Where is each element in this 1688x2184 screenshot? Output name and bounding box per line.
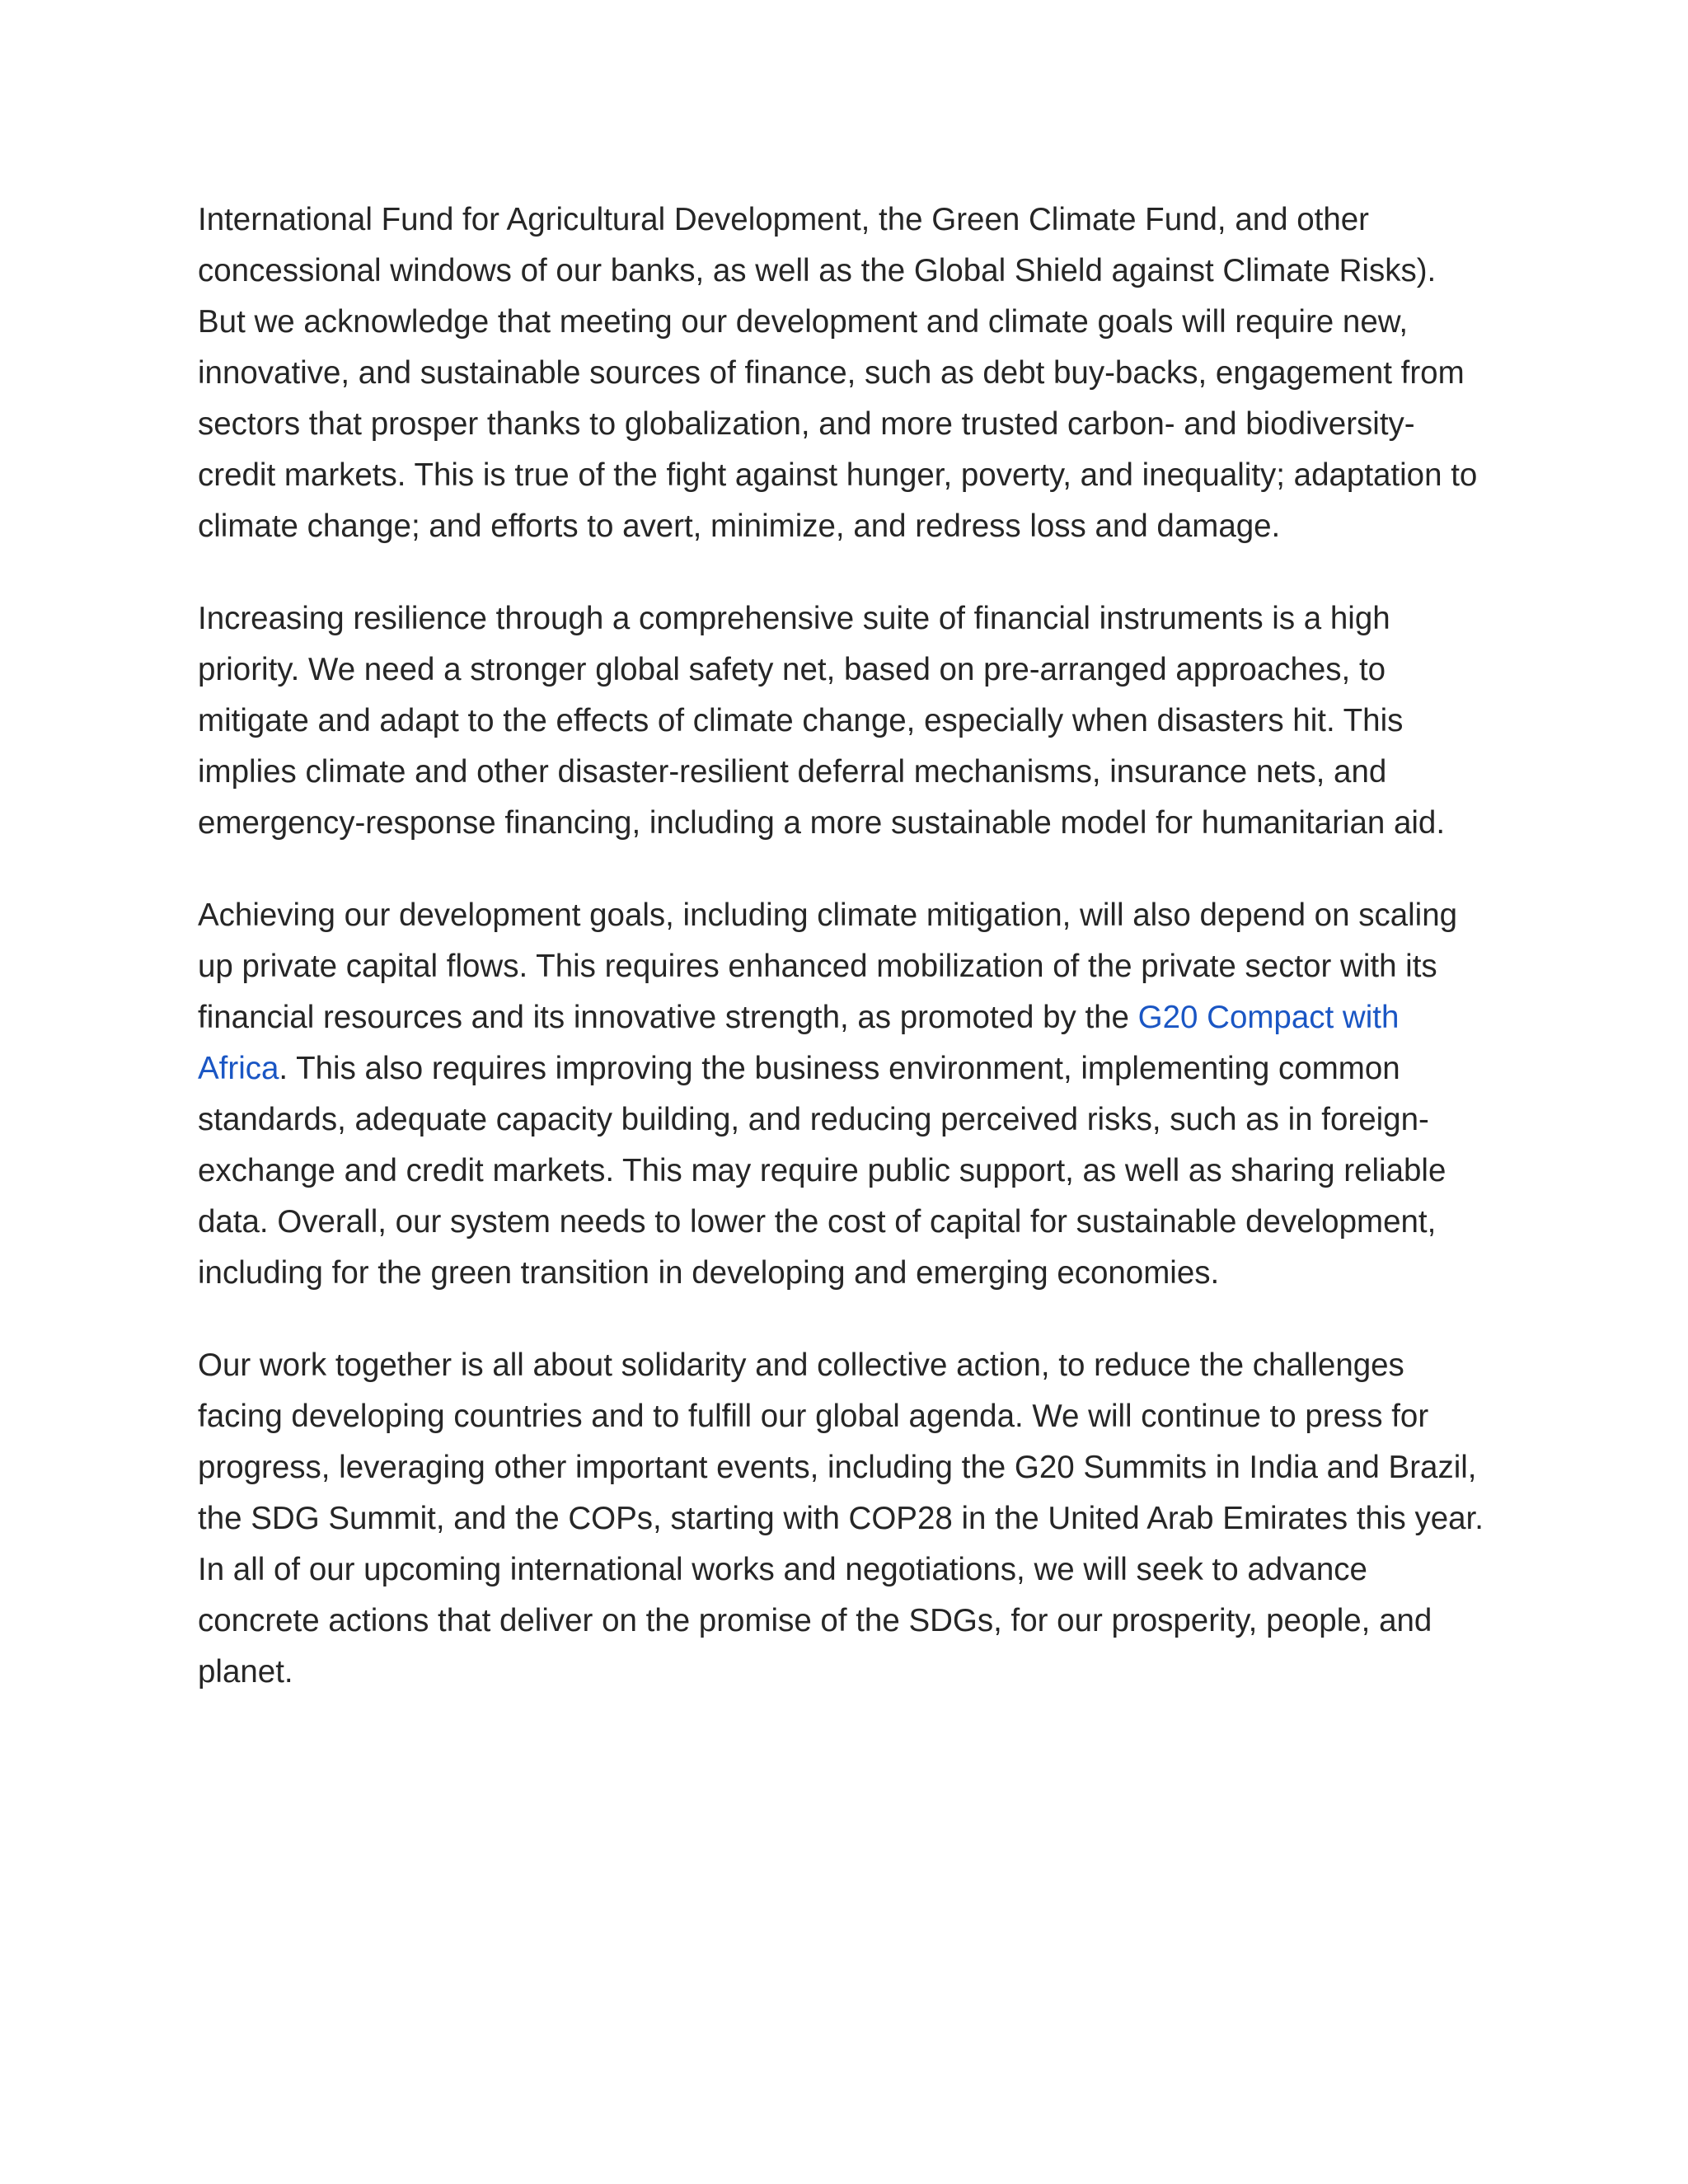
- paragraph-finance-sources: [198, 194, 1492, 552]
- paragraph-text-after-link: . This also requires improving the business environment, implementing common standards, adequate capacity building, and reducing perceived risks, such as in foreign-exchange and credit markets. This may require public support, as well as sharing reliable data. Overall, our system needs to lower the cost of capital for sustainable development, including for the green transition in developing and emerging economies.: [198, 1051, 1447, 1291]
- paragraph-text-before-link: Achieving our development goals, including climate mitigation, will also depend on scaling up private capital flows. This requires enhanced mobilization of the private sector with its financial resources and its innovative strength, as promoted by the: [198, 898, 1458, 1035]
- document-body: [198, 194, 1492, 1739]
- g20-compact-with-africa-link[interactable]: G20 Compact with Africa: [198, 1000, 1400, 1086]
- paragraph-text: International Fund for Agricultural Development, the Green Climate Fund, and other concessional windows of our banks, as well as the Global Shield against Climate Risks). But we acknowledge that meeting our development and climate goals will require new, innovative, and sustainable sources of finance, such as debt buy-backs, engagement from sectors that prosper thanks to globalization, and more trusted carbon- and biodiversity-credit markets. This is true of the fight against hunger, poverty, and inequality; adaptation to climate change; and efforts to avert, minimize, and redress loss and damage.: [198, 202, 1478, 544]
- paragraph-solidarity: [198, 1340, 1492, 1698]
- paragraph-private-capital: [198, 890, 1492, 1299]
- paragraph-text: Increasing resilience through a comprehensive suite of financial instruments is a high priority. We need a stronger global safety net, based on pre-arranged approaches, to mitigate and adapt to the effects of climate change, especially when disasters hit. This implies climate and other disaster-resilient deferral mechanisms, insurance nets, and emergency-response financing, including a more sustainable model for humanitarian aid.: [198, 601, 1446, 841]
- paragraph-resilience: [198, 593, 1492, 849]
- paragraph-text: Our work together is all about solidarity and collective action, to reduce the challenges facing developing countries and to fulfill our global agenda. We will continue to press for progress, leveraging other important events, including the G20 Summits in India and Brazil, the SDG Summit, and the COPs, starting with COP28 in the United Arab Emirates this year. In all of our upcoming international works and negotiations, we will seek to advance concrete actions that deliver on the promise of the SDGs, for our prosperity, people, and planet.: [198, 1347, 1484, 1690]
